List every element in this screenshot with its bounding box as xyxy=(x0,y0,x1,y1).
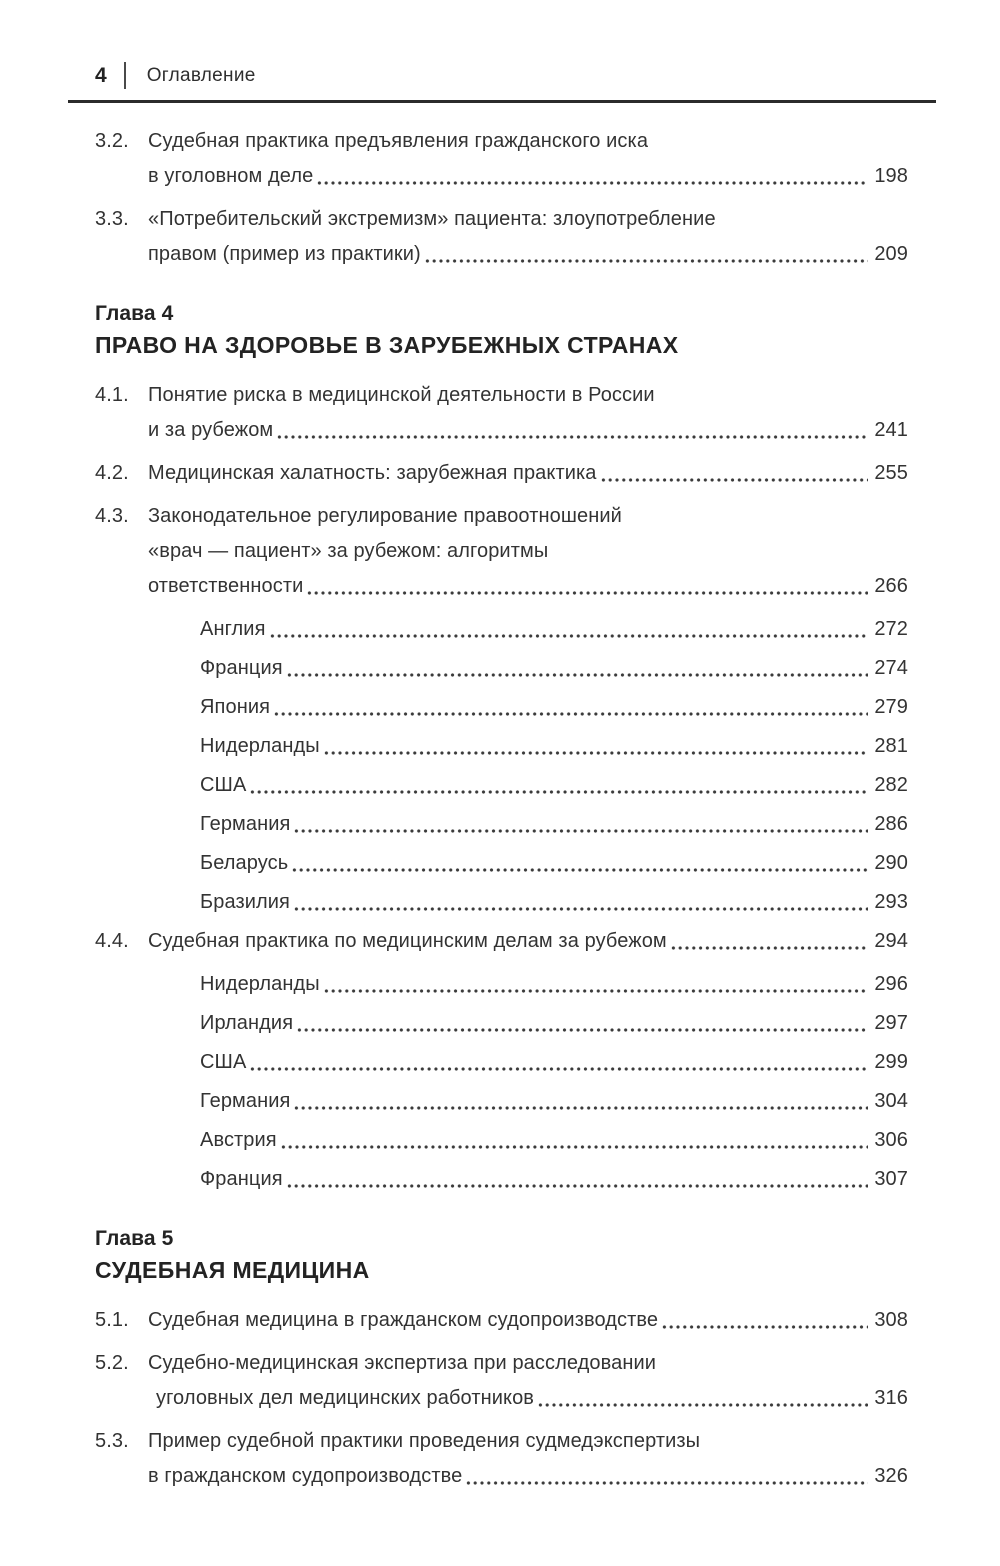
entry-page-number: 209 xyxy=(874,243,908,265)
entry-number: 4.2. xyxy=(95,462,129,484)
entry-number: 4.4. xyxy=(95,930,129,952)
chapter-title: ПРАВО НА ЗДОРОВЬЕ В ЗАРУБЕЖНЫХ СТРАНАХ xyxy=(95,332,679,358)
entry-number: 4.1. xyxy=(95,384,129,406)
entry-page-number: 308 xyxy=(874,1309,908,1331)
subentry-text: Франция xyxy=(200,657,283,679)
toc-entry-3-3 xyxy=(95,202,908,272)
entry-text: Законодательное регулирование правоотношений xyxy=(148,505,622,527)
entry-number: 5.1. xyxy=(95,1309,129,1331)
dot-leader xyxy=(286,651,869,686)
dot-leader xyxy=(600,456,869,491)
dot-leader xyxy=(286,1162,869,1197)
entry-text: «Потребительский экстремизм» пациента: злоупотребление xyxy=(148,208,716,230)
subentry-text: США xyxy=(200,774,247,796)
subentry-text: Ирландия xyxy=(200,1012,294,1034)
toc-subentry-frantsiya-2 xyxy=(95,1162,908,1197)
toc-subentry-niderlandy xyxy=(95,729,908,764)
entry-number: 3.2. xyxy=(95,130,129,152)
entry-page-number: 326 xyxy=(874,1465,908,1487)
subentry-text: Германия xyxy=(200,813,291,835)
dot-leader xyxy=(293,1084,868,1119)
dot-leader xyxy=(249,1045,868,1080)
entry-page-number: 286 xyxy=(874,813,908,835)
dot-leader xyxy=(661,1303,868,1338)
subentry-text: Нидерланды xyxy=(200,735,320,757)
entry-text: Судебно-медицинская экспертиза при расследовании xyxy=(148,1352,657,1374)
entry-page-number: 316 xyxy=(874,1387,908,1409)
chapter-4-heading xyxy=(95,298,908,362)
entry-number: 3.3. xyxy=(95,208,129,230)
dot-leader xyxy=(306,569,868,604)
chapter-label: Глава 4 xyxy=(95,302,174,325)
chapter-5-heading xyxy=(95,1223,908,1287)
entry-page-number: 241 xyxy=(874,419,908,441)
dot-leader xyxy=(293,885,868,920)
entry-page-number: 272 xyxy=(874,618,908,640)
toc-entry-5-2 xyxy=(95,1346,908,1416)
running-title: Оглавление xyxy=(146,64,256,86)
dot-leader xyxy=(465,1459,868,1494)
toc-entry-4-1 xyxy=(95,378,908,448)
dot-leader xyxy=(296,1006,868,1041)
dot-leader xyxy=(273,690,868,725)
toc-subentry-braziliya xyxy=(95,885,908,920)
subentry-text: Япония xyxy=(200,696,271,718)
subentry-text: Англия xyxy=(200,618,266,640)
entry-number: 4.3. xyxy=(95,505,129,527)
entry-page-number: 274 xyxy=(874,657,908,679)
header-divider xyxy=(124,62,126,89)
entry-text: Пример судебной практики проведения судмедэкспертизы xyxy=(148,1430,701,1452)
toc-entry-4-3 xyxy=(95,499,908,604)
dot-leader xyxy=(249,768,868,803)
toc-entry-5-3 xyxy=(95,1424,908,1494)
dot-leader xyxy=(280,1123,869,1158)
toc-entry-3-2 xyxy=(95,124,908,194)
subentry-text: Австрия xyxy=(200,1129,277,1151)
toc-subentry-niderlandy-2 xyxy=(95,967,908,1002)
entry-text: уголовных дел медицинских работников xyxy=(156,1387,535,1409)
entry-text: Медицинская халатность: зарубежная практика xyxy=(148,462,597,484)
entry-page-number: 296 xyxy=(874,973,908,995)
entry-page-number: 299 xyxy=(874,1051,908,1073)
entry-page-number: 198 xyxy=(874,165,908,187)
dot-leader xyxy=(424,237,869,272)
dot-leader xyxy=(276,413,868,448)
toc-subentry-avstriya xyxy=(95,1123,908,1158)
subentry-text: Бразилия xyxy=(200,891,290,913)
entry-text: и за рубежом xyxy=(148,419,274,441)
entry-text: Судебная медицина в гражданском судопроизводстве xyxy=(148,1309,659,1331)
toc-entry-4-2 xyxy=(95,456,908,491)
toc-subentry-ssha xyxy=(95,768,908,803)
folio-page-number: 4 xyxy=(95,63,107,87)
entry-page-number: 297 xyxy=(874,1012,908,1034)
entry-text: правом (пример из практики) xyxy=(148,243,421,265)
page-header xyxy=(68,62,936,103)
entry-page-number: 282 xyxy=(874,774,908,796)
entry-page-number: 293 xyxy=(874,891,908,913)
toc-subentry-frantsiya xyxy=(95,651,908,686)
entry-page-number: 266 xyxy=(874,575,908,597)
entry-number: 5.3. xyxy=(95,1430,129,1452)
entry-number: 5.2. xyxy=(95,1352,129,1374)
entry-text: в гражданском судопроизводстве xyxy=(148,1465,463,1487)
dot-leader xyxy=(537,1381,868,1416)
entry-text: Понятие риска в медицинской деятельности в России xyxy=(148,384,655,406)
entry-page-number: 306 xyxy=(874,1129,908,1151)
dot-leader xyxy=(316,159,868,194)
entry-text: «врач — пациент» за рубежом: алгоритмы xyxy=(148,540,549,562)
toc-subentry-yaponiya xyxy=(95,690,908,725)
toc-subentry-germaniya-2 xyxy=(95,1084,908,1119)
entry-text: ответственности xyxy=(148,575,304,597)
entry-page-number: 279 xyxy=(874,696,908,718)
entry-text: Судебная практика предъявления гражданского иска xyxy=(148,130,649,152)
dot-leader xyxy=(269,612,869,647)
entry-text: в уголовном деле xyxy=(148,165,314,187)
toc-subentry-germaniya xyxy=(95,807,908,842)
toc-subentry-irlandiya xyxy=(95,1006,908,1041)
entry-page-number: 304 xyxy=(874,1090,908,1112)
entry-page-number: 290 xyxy=(874,852,908,874)
entry-page-number: 307 xyxy=(874,1168,908,1190)
entry-page-number: 294 xyxy=(874,930,908,952)
toc-subentry-angliya xyxy=(95,612,908,647)
dot-leader xyxy=(293,807,868,842)
entry-text: Судебная практика по медицинским делам за рубежом xyxy=(148,930,667,952)
toc-subentry-belarus xyxy=(95,846,908,881)
entry-page-number: 281 xyxy=(874,735,908,757)
subentry-text: Беларусь xyxy=(200,852,289,874)
toc-subentry-ssha-2 xyxy=(95,1045,908,1080)
subentry-text: Франция xyxy=(200,1168,283,1190)
toc-entry-4-4 xyxy=(95,924,908,959)
dot-leader xyxy=(670,924,869,959)
subentry-text: Нидерланды xyxy=(200,973,320,995)
entry-page-number: 255 xyxy=(874,462,908,484)
dot-leader xyxy=(291,846,868,881)
chapter-title: СУДЕБНАЯ МЕДИЦИНА xyxy=(95,1257,370,1283)
dot-leader xyxy=(323,967,869,1002)
subentry-text: США xyxy=(200,1051,247,1073)
table-of-contents xyxy=(95,124,908,1502)
subentry-text: Германия xyxy=(200,1090,291,1112)
chapter-label: Глава 5 xyxy=(95,1227,174,1250)
toc-entry-5-1 xyxy=(95,1303,908,1338)
dot-leader xyxy=(323,729,869,764)
